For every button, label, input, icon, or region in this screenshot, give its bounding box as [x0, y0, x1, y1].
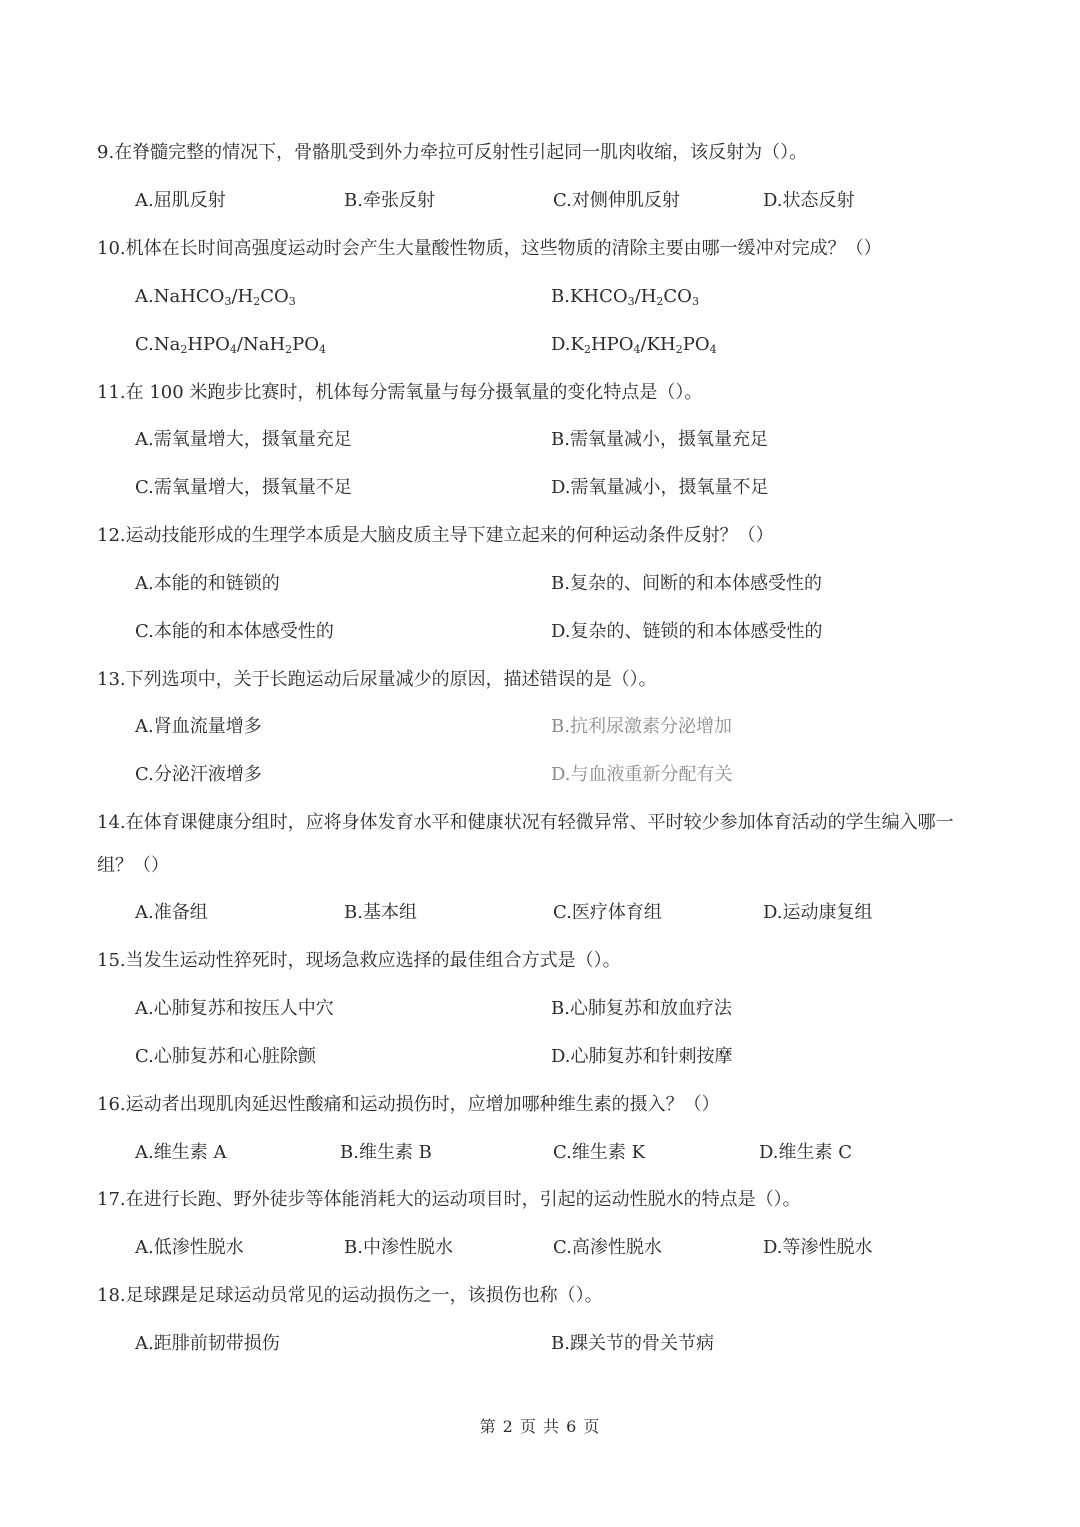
page-number-footer: 第 2 页 共 6 页 — [479, 1417, 601, 1436]
q11-option-c: C.需氧量增大，摄氧量不足 — [135, 477, 352, 498]
q11-option-b: B.需氧量减小，摄氧量充足 — [551, 429, 768, 450]
q12-option-a: A.本能的和链锁的 — [135, 573, 280, 594]
q17-option-d: D.等渗性脱水 — [763, 1237, 873, 1258]
q10-option-b: $B.KHCO_3/H_2CO_3$ — [551, 286, 699, 308]
question-9-stem: 9.在脊髓完整的情况下，骨骼肌受到外力牵拉可反射性引起同一肌肉收缩，该反射为（）。 — [97, 142, 808, 163]
question-17-stem: 17.在进行长跑、野外徒步等体能消耗大的运动项目时，引起的运动性脱水的特点是（）。 — [97, 1189, 801, 1210]
question-14-stem: 14.在体育课健康分组时，应将身体发育水平和健康状况有轻微异常、平时较少参加体育活动的学生编入哪一组？（） — [97, 812, 954, 876]
q13-option-d: D.与血液重新分配有关 — [551, 764, 733, 785]
q9-option-d: D.状态反射 — [763, 190, 855, 211]
q17-option-a: A.低渗性脱水 — [135, 1237, 244, 1258]
question-10-stem: 10.机体在长时间高强度运动时会产生大量酸性物质，这些物质的清除主要由哪一缓冲对完成？（） — [97, 238, 882, 259]
q17-option-b: B.中渗性脱水 — [344, 1237, 453, 1258]
question-12-stem: 12.运动技能形成的生理学本质是大脑皮质主导下建立起来的何种运动条件反射？（） — [97, 525, 774, 546]
question-16-stem: 16.运动者出现肌肉延迟性酸痛和运动损伤时，应增加哪种维生素的摄入？（） — [97, 1094, 720, 1115]
q14-option-b: B.基本组 — [344, 902, 417, 923]
q11-option-d: D.需氧量减小，摄氧量不足 — [551, 477, 769, 498]
q15-option-a: A.心肺复苏和按压人中穴 — [135, 998, 334, 1019]
q15-option-c: C.心肺复苏和心脏除颤 — [135, 1046, 316, 1067]
q14-option-d: D.运动康复组 — [763, 902, 873, 923]
q13-option-c: C.分泌汗液增多 — [135, 764, 262, 785]
question-15-stem: 15.当发生运动性猝死时，现场急救应选择的最佳组合方式是（）。 — [97, 950, 621, 971]
q9-option-a: A.屈肌反射 — [135, 190, 226, 211]
question-13-stem: 13.下列选项中，关于长跑运动后尿量减少的原因，描述错误的是（）。 — [97, 669, 657, 690]
q11-option-a: A.需氧量增大，摄氧量充足 — [135, 429, 352, 450]
q9-option-b: B.牵张反射 — [344, 190, 435, 211]
q12-option-d: D.复杂的、链锁的和本体感受性的 — [551, 621, 823, 642]
q10-option-c: $C.Na_2HPO_4/NaH_2PO_4$ — [135, 334, 327, 356]
q16-option-b: B.维生素 B — [340, 1142, 432, 1163]
q14-option-a: A.准备组 — [135, 902, 208, 923]
q16-option-a: A.维生素 A — [135, 1142, 227, 1163]
q18-option-a: A.距腓前韧带损伤 — [135, 1333, 280, 1354]
q12-option-b: B.复杂的、间断的和本体感受性的 — [551, 573, 822, 594]
question-11-stem: 11.在 100 米跑步比赛时，机体每分需氧量与每分摄氧量的变化特点是（）。 — [97, 382, 703, 403]
q13-option-a: A.肾血流量增多 — [135, 716, 262, 737]
q12-option-c: C.本能的和本体感受性的 — [135, 621, 334, 642]
q18-option-b: B.踝关节的骨关节病 — [551, 1333, 714, 1354]
q10-option-a: $A.NaHCO_3/H_2CO_3$ — [135, 286, 296, 308]
q16-option-d: D.维生素 C — [759, 1142, 853, 1163]
q10-option-d: $D.K_2HPO_4/KH_2PO_4$ — [551, 334, 717, 356]
q17-option-c: C.高渗性脱水 — [553, 1237, 662, 1258]
question-18-stem: 18.足球踝是足球运动员常见的运动损伤之一，该损伤也称（）。 — [97, 1285, 603, 1306]
q15-option-b: B.心肺复苏和放血疗法 — [551, 998, 732, 1019]
q13-option-b: B.抗利尿激素分泌增加 — [551, 716, 732, 737]
q16-option-c: C.维生素 K — [553, 1142, 646, 1163]
q15-option-d: D.心肺复苏和针刺按摩 — [551, 1046, 733, 1067]
q14-option-c: C.医疗体育组 — [553, 902, 662, 923]
q9-option-c: C.对侧伸肌反射 — [553, 190, 680, 211]
